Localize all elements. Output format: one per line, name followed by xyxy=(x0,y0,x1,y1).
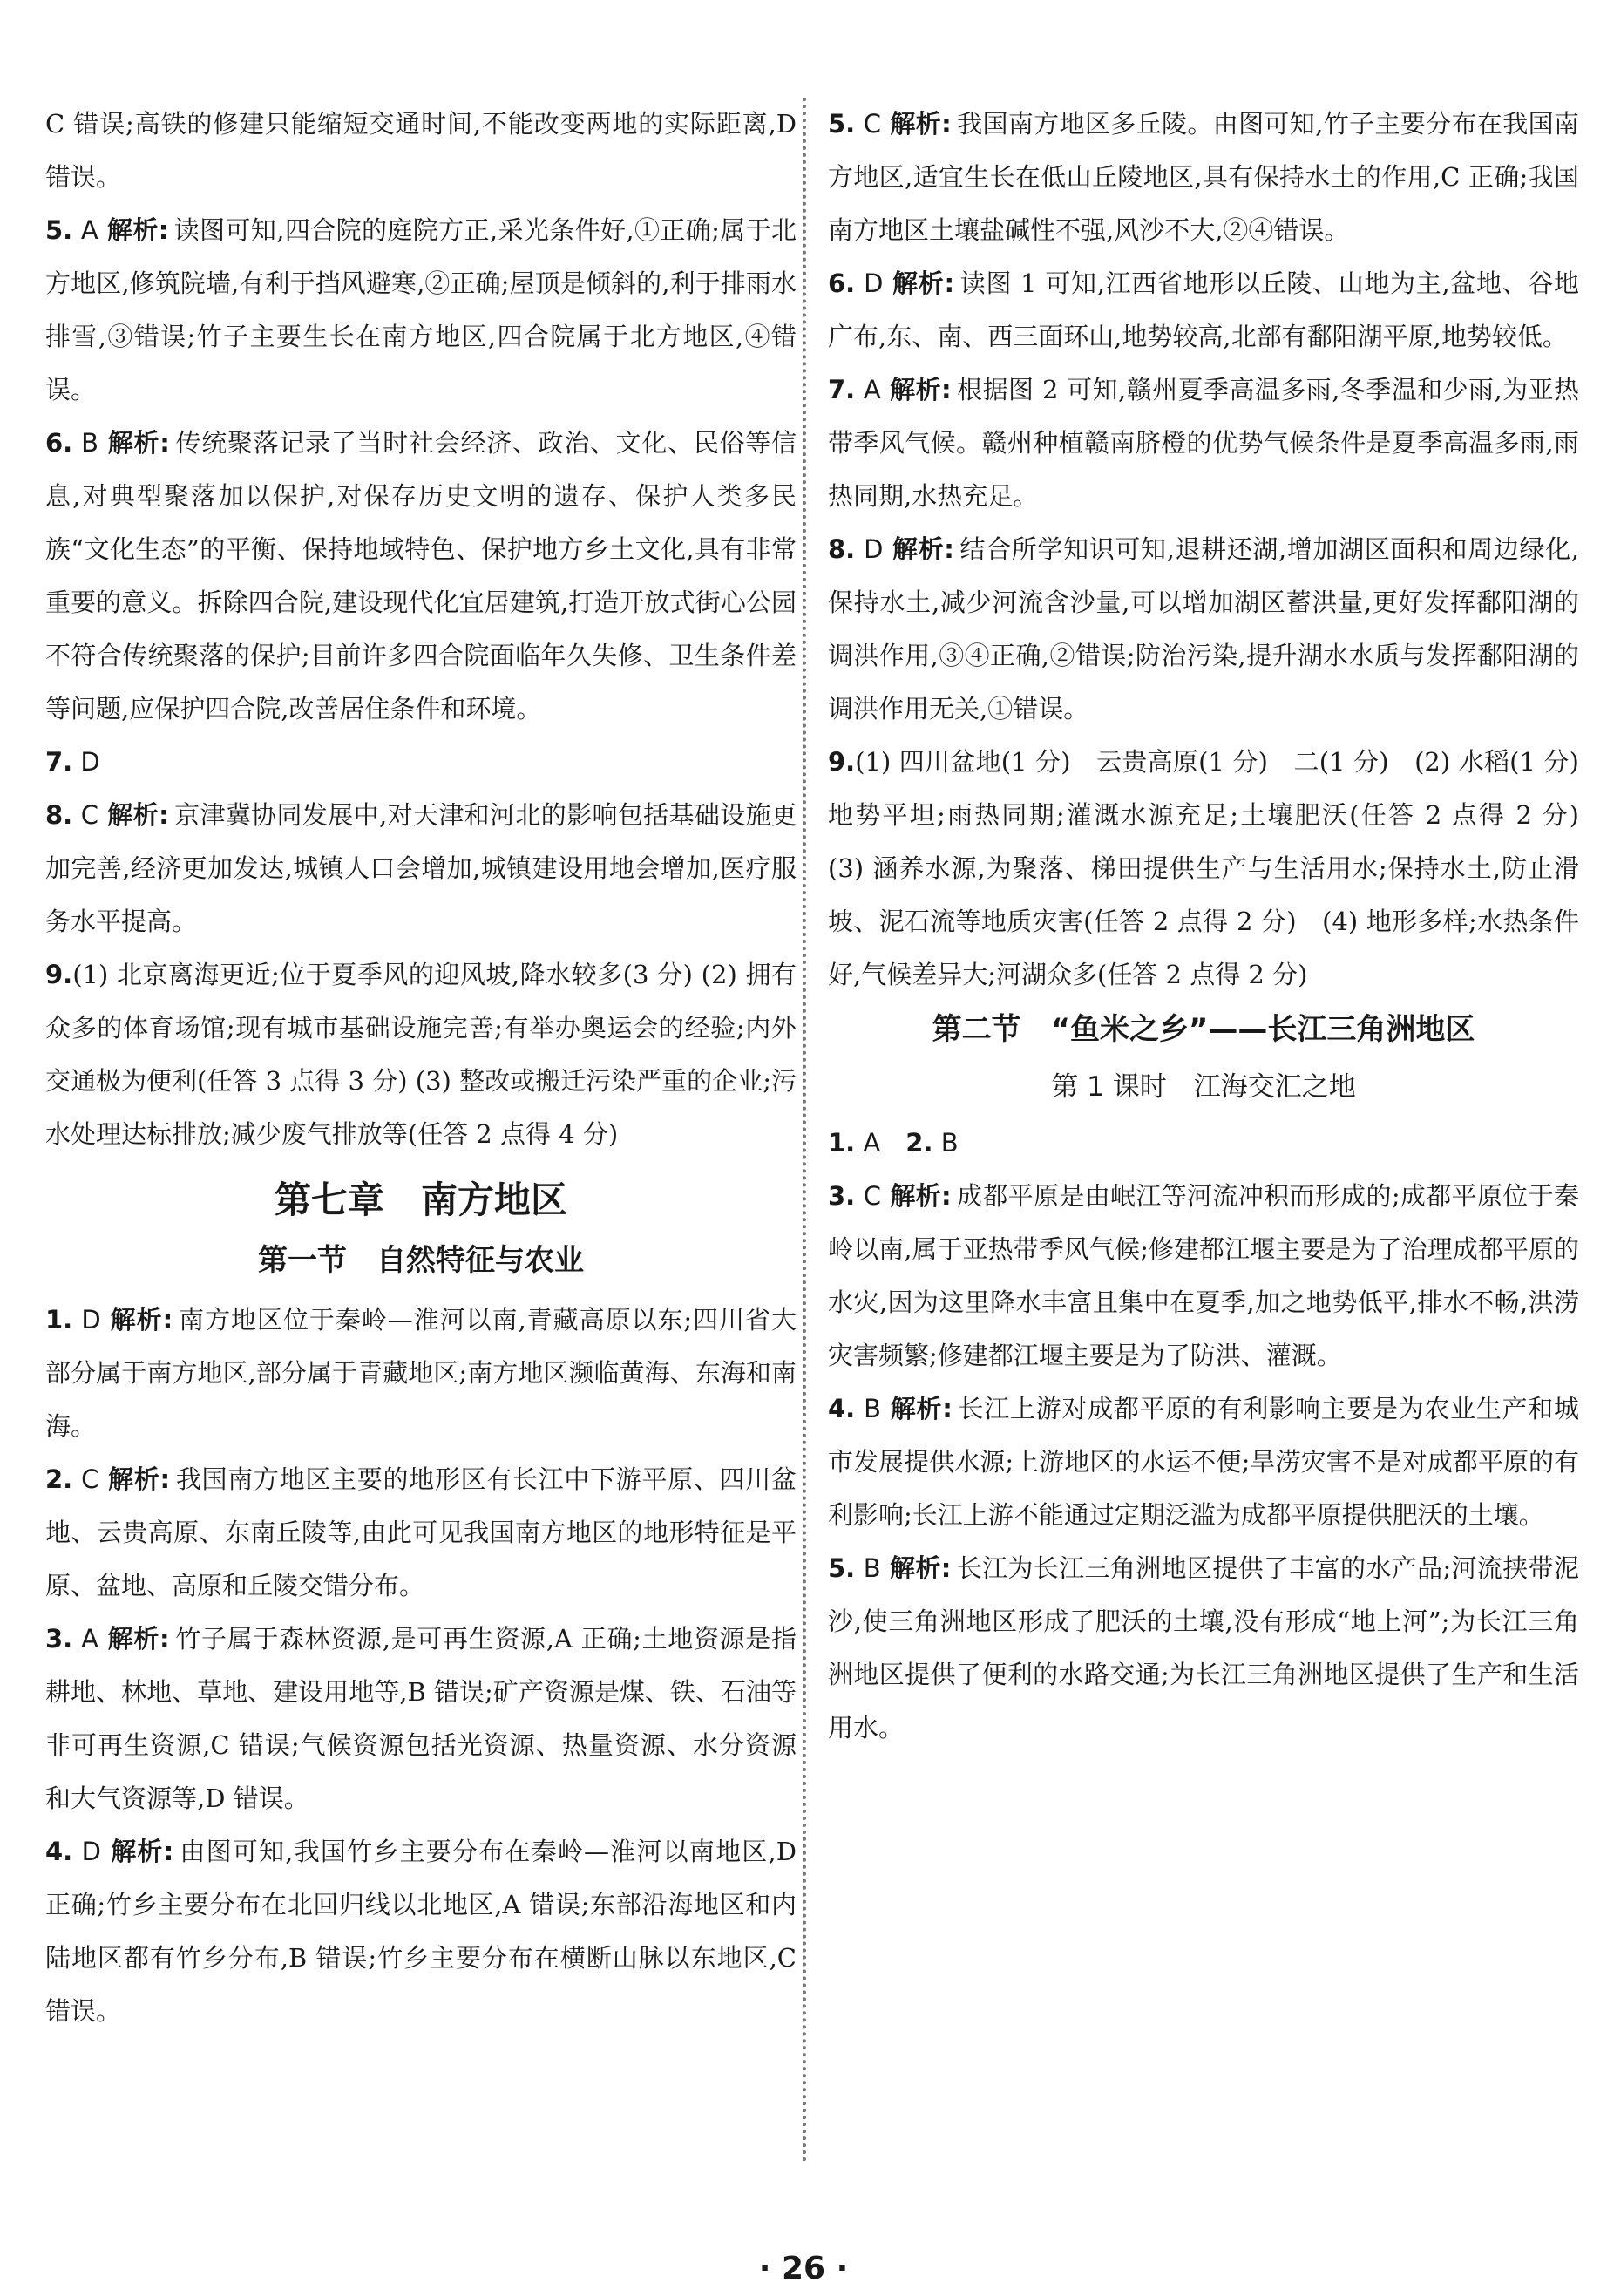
item-number: 1. xyxy=(45,1305,73,1335)
item-answer: B xyxy=(81,428,99,458)
analysis-label: 解析: xyxy=(106,1624,170,1654)
analysis-text: 读图可知,四合院的庭院方正,采光条件好,①正确;属于北方地区,修筑院墙,有利于挡风避寒,②正确;屋顶是倾斜的,利于排雨水排雪,③错误;竹子主要生长在南方地区,四合院属于北方地区,④错误。 xyxy=(45,215,797,404)
analysis-text: 读图 1 可知,江西省地形以丘陵、山地为主,盆地、谷地广布,东、南、西三面环山,地势较高,北部有鄱阳湖平原,地势较低。 xyxy=(828,268,1580,351)
item-answer: C xyxy=(863,109,882,139)
answer-item-6 xyxy=(45,417,797,736)
right-column xyxy=(828,98,1605,1755)
lesson-title: 第 1 课时 江海交汇之地 xyxy=(1051,1071,1356,1103)
page-number: · 26 · xyxy=(758,2251,849,2286)
answer-text: (1) 四川盆地(1 分) 云贵高原(1 分) 二(1 分) (2) 水稻(1 分) 地势平坦;雨热同期;灌溉水源充足;土壤肥沃(任答 2 点得 2 分) (3) 涵养水源,为聚落、梯田提供生产与生活用水;保持水土,防止滑坡、泥石流等地质灾害(任答 2 点得 2 分) (4) 地形多样;水热条件好,气候差异大;河湖众多(任答 2 点得 2 分) xyxy=(828,747,1605,989)
answer-item-4 xyxy=(45,1825,797,2038)
analysis-label: 解析: xyxy=(107,428,170,458)
item-answer: D xyxy=(81,1305,101,1335)
column-divider xyxy=(803,98,806,2164)
item-answer: C xyxy=(863,1181,882,1211)
answer-item-9 xyxy=(828,736,1605,1002)
analysis-text: 根据图 2 可知,赣州夏季高温多雨,冬季温和少雨,为亚热带季风气候。赣州种植赣南脐橙的优势气候条件是夏季高温多雨,雨热同期,水热充足。 xyxy=(828,375,1580,511)
item-answer: D xyxy=(864,534,884,564)
section-title: 第一节 自然特征与农业 xyxy=(258,1243,584,1278)
item-number: 4. xyxy=(45,1837,73,1866)
analysis-label: 解析: xyxy=(889,1553,952,1583)
analysis-text: 长江为长江三角洲地区提供了丰富的水产品;河流挟带泥沙,使三角洲地区形成了肥沃的土壤,没有形成“地上河”;为长江三角洲地区提供了便利的水路交通;为长江三角洲地区提供了生产和生活用水。 xyxy=(828,1553,1579,1742)
item-answer: B xyxy=(940,1128,959,1158)
item-number: 5. xyxy=(828,1553,856,1583)
answer-item-6 xyxy=(828,257,1579,363)
analysis-label: 解析: xyxy=(889,375,952,404)
item-number: 9. xyxy=(828,747,856,777)
item-number: 5. xyxy=(45,215,73,245)
analysis-text: 结合所学知识可知,退耕还湖,增加湖区面积和周边绿化,保持水土,减少河流含沙量,可以增加湖区蓄洪量,更好发挥鄱阳湖的调洪作用,③④正确,②错误;防治污染,提升湖水水质与发挥鄱阳湖的调洪作用无关,①错误。 xyxy=(828,534,1580,723)
item-number: 3. xyxy=(45,1624,73,1654)
analysis-label: 解析: xyxy=(892,268,955,298)
answer-item-5 xyxy=(828,1542,1579,1755)
item-answer: C xyxy=(81,1464,99,1494)
answer-items-1-2 xyxy=(828,1117,1579,1170)
item-answer: D xyxy=(80,747,100,777)
answer-item-3 xyxy=(45,1613,797,1825)
answer-item-5 xyxy=(828,98,1579,257)
answer-text: (1) 北京离海更近;位于夏季风的迎风坡,降水较多(3 分) (2) 拥有众多的体育场馆;现有城市基础设施完善;有举办奥运会的经验;内外交通极为便利(任答 3 点得 3 分) (3) 整改或搬迁污染严重的企业;污水处理达标排放;减少废气排放等(任答 2 点得 4 分) xyxy=(45,960,797,1149)
analysis-label: 解析: xyxy=(106,215,169,245)
analysis-label: 解析: xyxy=(890,1394,953,1423)
item-answer: D xyxy=(864,268,884,298)
item-answer: D xyxy=(81,1837,101,1866)
analysis-label: 解析: xyxy=(109,1837,174,1866)
item-answer: A xyxy=(81,1624,98,1654)
analysis-text: 京津冀协同发展中,对天津和河北的影响包括基础设施更加完善,经济更加发达,城镇人口会增加,城镇建设用地会增加,医疗服务水平提高。 xyxy=(45,800,797,936)
item-answer: A xyxy=(863,1128,881,1158)
item-number: 7. xyxy=(45,747,73,777)
analysis-label: 解析: xyxy=(107,800,169,830)
analysis-label: 解析: xyxy=(890,109,952,139)
item-answer: B xyxy=(864,1394,882,1423)
answer-item-8 xyxy=(828,523,1579,736)
item-number: 1. xyxy=(828,1128,856,1158)
left-column xyxy=(45,98,797,2038)
analysis-label: 解析: xyxy=(890,1181,952,1211)
analysis-text: 我国南方地区多丘陵。由图可知,竹子主要分布在我国南方地区,适宜生长在低山丘陵地区,具有保持水土的作用,C 正确;我国南方地区土壤盐碱性不强,风沙不大,②④错误。 xyxy=(828,109,1579,245)
answer-item-9 xyxy=(45,948,797,1161)
item-number: 6. xyxy=(828,268,856,298)
answer-item-7 xyxy=(45,736,797,789)
analysis-text: 成都平原是由岷江等河流冲积而形成的;成都平原位于秦岭以南,属于亚热带季风气候;修建都江堰主要是为了治理成都平原的水灾,因为这里降水丰富且集中在夏季,加之地势低平,排水不畅,洪涝灾害频繁;修建都江堰主要是为了防洪、灌溉。 xyxy=(828,1181,1579,1370)
item-number: 6. xyxy=(45,428,73,458)
answer-item-8 xyxy=(45,789,797,948)
item-answer: A xyxy=(80,215,98,245)
analysis-text: 由图可知,我国竹乡主要分布在秦岭—淮河以南地区,D 正确;竹乡主要分布在北回归线以北地区,A 错误;东部沿海地区和内陆地区都有竹乡分布,B 错误;竹乡主要分布在横断山脉以东地区,C 错误。 xyxy=(45,1837,797,2026)
item-answer: B xyxy=(863,1553,881,1583)
analysis-text: 我国南方地区主要的地形区有长江中下游平原、四川盆地、云贵高原、东南丘陵等,由此可见我国南方地区的地形特征是平原、盆地、高原和丘陵交错分布。 xyxy=(45,1464,797,1600)
item-number: 4. xyxy=(828,1394,856,1423)
analysis-text: 竹子属于森林资源,是可再生资源,A 正确;土地资源是指耕地、林地、草地、建设用地等,B 错误;矿产资源是煤、铁、石油等非可再生资源,C 错误;气候资源包括光资源、热量资源、水分资源和大气资源等,D 错误。 xyxy=(45,1624,797,1813)
analysis-text: 南方地区位于秦岭—淮河以南,青藏高原以东;四川省大部分属于南方地区,部分属于青藏地区;南方地区濒临黄海、东海和南海。 xyxy=(45,1305,797,1441)
analysis-label: 解析: xyxy=(107,1464,171,1494)
section-title: 第二节 “鱼米之乡”——长江三角洲地区 xyxy=(932,1012,1475,1047)
item-number: 8. xyxy=(828,534,856,564)
answer-item-7 xyxy=(828,363,1579,523)
answer-item-4 xyxy=(828,1382,1579,1542)
item-number: 9. xyxy=(45,960,73,989)
analysis-label: 解析: xyxy=(109,1305,173,1335)
analysis-label: 解析: xyxy=(892,534,954,564)
item-number: 7. xyxy=(828,375,856,404)
item-number: 2. xyxy=(45,1464,73,1494)
analysis-text: 传统聚落记录了当时社会经济、政治、文化、民俗等信息,对典型聚落加以保护,对保存历史文明的遗存、保护人类多民族“文化生态”的平衡、保持地域特色、保护地方乡土文化,具有非常重要的意义。拆除四合院,建设现代化宜居建筑,打造开放式街心公园不符合传统聚落的保护;目前许多四合院面临年久失修、卫生条件差等问题,应保护四合院,改善居住条件和环境。 xyxy=(45,428,797,723)
answer-item-1 xyxy=(45,1294,797,1453)
answer-continuation: C 错误;高铁的修建只能缩短交通时间,不能改变两地的实际距离,D 错误。 xyxy=(45,109,797,192)
item-number: 5. xyxy=(828,109,856,139)
chapter-title: 第七章 南方地区 xyxy=(274,1179,567,1221)
item-answer: C xyxy=(80,800,99,830)
item-number: 3. xyxy=(828,1181,856,1211)
item-number: 2. xyxy=(905,1128,933,1158)
answer-item-2 xyxy=(45,1453,797,1613)
item-answer: A xyxy=(863,375,881,404)
item-number: 8. xyxy=(45,800,73,830)
analysis-text: 长江上游对成都平原的有利影响主要是为农业生产和城市发展提供水源;上游地区的水运不便;旱涝灾害不是对成都平原的有利影响;长江上游不能通过定期泛滥为成都平原提供肥沃的土壤。 xyxy=(828,1394,1579,1530)
answer-item-5 xyxy=(45,204,797,417)
answer-item-3 xyxy=(828,1170,1579,1382)
